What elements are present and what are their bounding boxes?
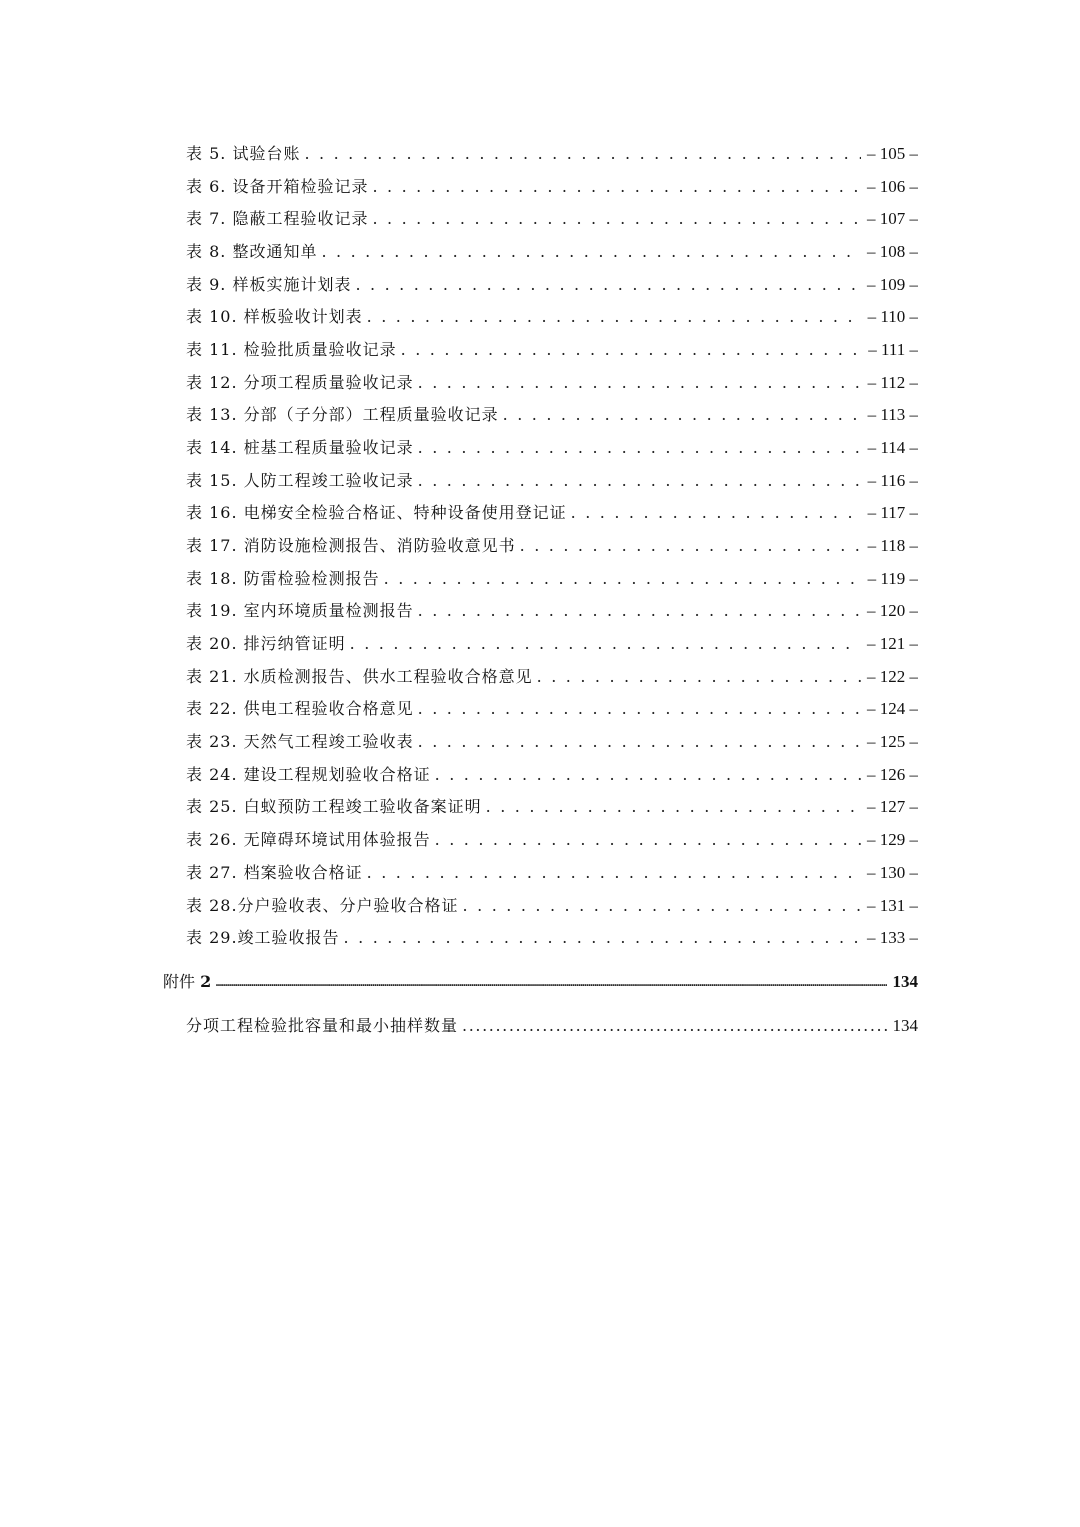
toc-section-label <box>163 969 215 992</box>
toc-entry-page: – 106 – <box>867 177 918 196</box>
toc-section-page: 134 <box>892 972 918 991</box>
toc-sub-entry[interactable] <box>186 1013 918 1036</box>
dot-leader <box>367 307 862 326</box>
toc-entry-page: – 126 – <box>867 765 918 784</box>
dot-leader <box>372 177 861 196</box>
toc-entry-page: – 125 – <box>867 732 918 751</box>
toc-entry-label: 表 16. 电梯安全检验合格证、特种设备使用登记证 <box>186 503 567 522</box>
toc-entry-label: 表 28.分户验收表、分户验收合格证 <box>186 896 459 915</box>
toc-entry-20[interactable] <box>186 762 918 785</box>
toc-entry-label: 表 8. 整改通知单 <box>186 242 318 261</box>
toc-section-number: 2 <box>200 972 212 991</box>
dot-leader <box>571 503 862 522</box>
toc-entry-label: 表 17. 消防设施检测报告、消防验收意见书 <box>186 536 516 555</box>
dot-leader <box>350 634 861 653</box>
toc-entry-page: – 129 – <box>867 830 918 849</box>
toc-entry-5[interactable] <box>186 272 918 295</box>
dot-leader <box>355 275 861 294</box>
toc-entry-1[interactable] <box>186 141 918 164</box>
dot-leader <box>435 765 861 784</box>
dot-leader <box>503 405 862 424</box>
toc-entry-page: – 121 – <box>867 634 918 653</box>
dot-leader <box>418 732 861 751</box>
dot-leader <box>384 569 862 588</box>
toc-entry-label: 表 25. 白蚁预防工程竣工验收备案证明 <box>186 797 482 816</box>
dot-leader <box>418 699 861 718</box>
dot-leader <box>520 536 862 555</box>
toc-entry-17[interactable] <box>186 664 918 687</box>
toc-entry-9[interactable] <box>186 402 918 425</box>
toc-entry-label: 表 10. 样板验收计划表 <box>186 307 363 326</box>
toc-entry-10[interactable] <box>186 435 918 458</box>
dot-leader <box>418 601 861 620</box>
toc-entry-label: 表 11. 检验批质量验收记录 <box>186 340 397 359</box>
toc-entry-2[interactable] <box>186 174 918 197</box>
toc-entry-page: – 105 – <box>867 144 918 163</box>
toc-entry-6[interactable] <box>186 304 918 327</box>
toc-entry-23[interactable] <box>186 860 918 883</box>
dot-leader <box>304 144 861 163</box>
toc-entry-22[interactable] <box>186 827 918 850</box>
toc-entry-page: – 113 – <box>867 405 918 424</box>
toc-entry-page: – 117 – <box>867 503 918 522</box>
toc-entry-25[interactable] <box>186 925 918 948</box>
toc-entry-page: – 133 – <box>867 928 918 947</box>
toc-entry-label: 表 14. 桩基工程质量验收记录 <box>186 438 414 457</box>
toc-entry-14[interactable] <box>186 566 918 589</box>
toc-entry-label: 表 9. 样板实施计划表 <box>186 275 352 294</box>
toc-entry-label: 表 7. 隐蔽工程验收记录 <box>186 209 369 228</box>
toc-entry-7[interactable] <box>186 337 918 360</box>
toc-entry-label: 表 27. 档案验收合格证 <box>186 863 363 882</box>
toc-entry-8[interactable] <box>186 370 918 393</box>
dot-leader <box>418 438 862 457</box>
dot-leader <box>462 1016 886 1035</box>
dot-leader <box>372 209 861 228</box>
toc-entry-page: – 110 – <box>867 307 918 326</box>
dot-leader <box>463 896 861 915</box>
dot-leader <box>344 928 861 947</box>
toc-entry-label: 表 18. 防雷检验检测报告 <box>186 569 380 588</box>
toc-entry-page: – 107 – <box>867 209 918 228</box>
toc-entry-label: 表 19. 室内环境质量检测报告 <box>186 601 414 620</box>
toc-sub-page: 134 <box>892 1016 918 1035</box>
toc-entry-21[interactable] <box>186 794 918 817</box>
dot-leader <box>215 978 886 989</box>
toc-entry-label: 表 26. 无障碍环境试用体验报告 <box>186 830 431 849</box>
toc-entry-13[interactable] <box>186 533 918 556</box>
toc-entry-19[interactable] <box>186 729 918 752</box>
toc-entry-label: 表 6. 设备开箱检验记录 <box>186 177 369 196</box>
toc-entry-page: – 122 – <box>867 667 918 686</box>
toc-entry-3[interactable] <box>186 206 918 229</box>
dot-leader <box>367 863 861 882</box>
dot-leader <box>321 242 861 261</box>
toc-entry-page: – 119 – <box>867 569 918 588</box>
toc-entry-label: 表 29.竣工验收报告 <box>186 928 340 947</box>
toc-entry-12[interactable] <box>186 500 918 523</box>
dot-leader <box>418 373 862 392</box>
toc-entry-page: – 120 – <box>867 601 918 620</box>
toc-entry-page: – 130 – <box>867 863 918 882</box>
toc-entry-18[interactable] <box>186 696 918 719</box>
toc-entry-11[interactable] <box>186 468 918 491</box>
toc-entry-label: 表 13. 分部（子分部）工程质量验收记录 <box>186 405 499 424</box>
toc-entry-page: – 111 – <box>868 340 918 359</box>
toc-entry-page: – 118 – <box>867 536 918 555</box>
toc-entry-label: 表 23. 天然气工程竣工验收表 <box>186 732 414 751</box>
toc-section-prefix: 附件 <box>163 972 201 991</box>
toc-entry-24[interactable] <box>186 893 918 916</box>
toc-entry-page: – 124 – <box>867 699 918 718</box>
toc-entry-label: 表 24. 建设工程规划验收合格证 <box>186 765 431 784</box>
toc-entry-page: – 127 – <box>867 797 918 816</box>
toc-entry-16[interactable] <box>186 631 918 654</box>
toc-entry-page: – 114 – <box>867 438 918 457</box>
toc-entry-label: 表 20. 排污纳管证明 <box>186 634 346 653</box>
toc-section-appendix[interactable] <box>163 969 918 992</box>
dot-leader <box>418 471 862 490</box>
toc-entry-label: 表 12. 分项工程质量验收记录 <box>186 373 414 392</box>
dot-leader <box>537 667 861 686</box>
toc-entry-page: – 112 – <box>867 373 918 392</box>
toc-entry-label: 表 15. 人防工程竣工验收记录 <box>186 471 414 490</box>
dot-leader <box>486 797 861 816</box>
toc-entry-15[interactable] <box>186 598 918 621</box>
dot-leader <box>435 830 861 849</box>
toc-sub-label: 分项工程检验批容量和最小抽样数量 <box>186 1016 459 1035</box>
toc-entry-label: 表 5. 试验台账 <box>186 144 301 163</box>
toc-entry-label: 表 22. 供电工程验收合格意见 <box>186 699 414 718</box>
toc-entry-4[interactable] <box>186 239 918 262</box>
toc-entry-page: – 109 – <box>867 275 918 294</box>
toc-entry-page: – 116 – <box>867 471 918 490</box>
toc-entry-page: – 131 – <box>867 896 918 915</box>
dot-leader <box>401 340 863 359</box>
toc-entry-label: 表 21. 水质检测报告、供水工程验收合格意见 <box>186 667 533 686</box>
toc-entry-page: – 108 – <box>867 242 918 261</box>
